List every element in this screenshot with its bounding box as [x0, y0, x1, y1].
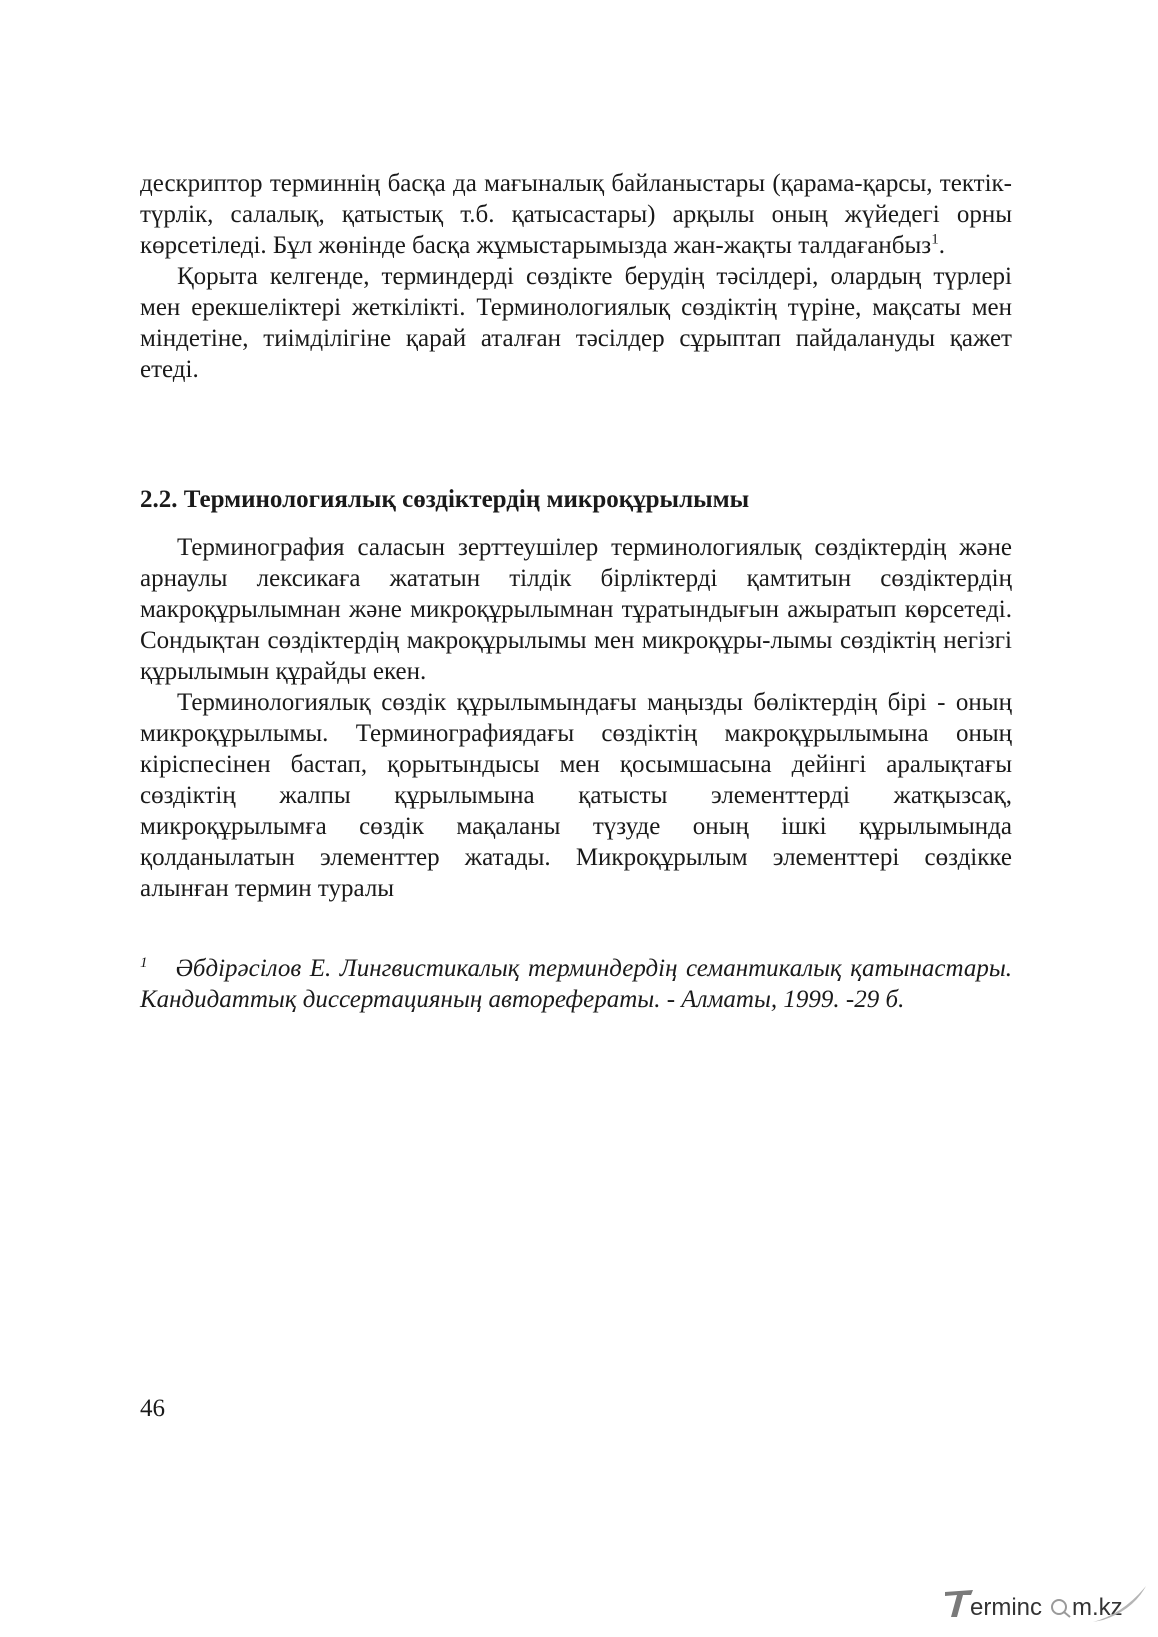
svg-text:erminc: erminc [970, 1594, 1043, 1621]
paragraph-text: дескриптор терминнің басқа да мағыналық байланыстары (қарама-қарсы, тектік-түрлік, салалық, қатыстық т.б. қатысастары) арқылы оның жүйедегі орны көрсетіледі. Бұл жөнінде басқа жұмыстарымызда жан-жақты талдағанбыз [140, 170, 1012, 259]
section-text-block [140, 532, 1012, 904]
footnote [140, 953, 1012, 1015]
paragraph: Қорыта келгенде, терминдерді сөздікте берудің тәсілдері, олардың түрлері мен ерекшеліктері жеткілікті. Терминологиялық сөздіктің түріне, мақсаты мен міндетіне, тиімділігіне қарай аталған тәсілдер сұрыптап пайдалануды қажет етеді. [140, 263, 1012, 383]
watermark-logo [943, 1584, 1148, 1624]
page-number: 46 [140, 1395, 165, 1422]
paragraph: Терминологиялық сөздік құрылымындағы маңызды бөліктердің бірі - оның микроқұрылымы. Терминографиядағы сөздіктің макроқұрылымына оның кіріспесінен бастап, қорытындысы мен қосымшасына дейінгі аралықтағы сөздіктің жалпы құрылымына қатысты элементтерді жатқызсақ, микроқұрылымға сөздік мақаланы түзуде оның ішкі құрылымында қолданылатын элементтер жатады. Микроқұрылым элементтері сөздікке алынған термин туралы [140, 689, 1012, 902]
svg-text:m.kz: m.kz [1072, 1594, 1123, 1621]
termincom-logo-icon [943, 1584, 1148, 1624]
footnote-reference[interactable]: 1 [931, 231, 939, 248]
intro-text-block [140, 168, 1012, 385]
footnote-mark: 1 [140, 954, 148, 971]
section-heading: 2.2. Терминологиялық сөздіктердің микроқұрылымы [140, 486, 750, 513]
footnote-text: Әбдірәсілов Е. Лингвистикалық терминдердің семантикалық қатынастары. Кандидаттық диссертацияның авторефераты. - Алматы, 1999. -29 б. [140, 955, 1012, 1013]
paragraph: Терминография саласын зерттеушілер терминологиялық сөздіктердің және арнаулы лексикаға жататын тілдік бірліктерді қамтитын сөздіктердің макроқұрылымнан және микроқұрылымнан тұратындығын ажыратып көрсетеді. Сондықтан сөздіктердің макроқұрылымы мен микроқұры-лымы сөздіктің негізгі құрылымын құрайды екен. [140, 534, 1012, 685]
paragraph-end: . [938, 232, 945, 259]
paragraph [140, 168, 1012, 261]
